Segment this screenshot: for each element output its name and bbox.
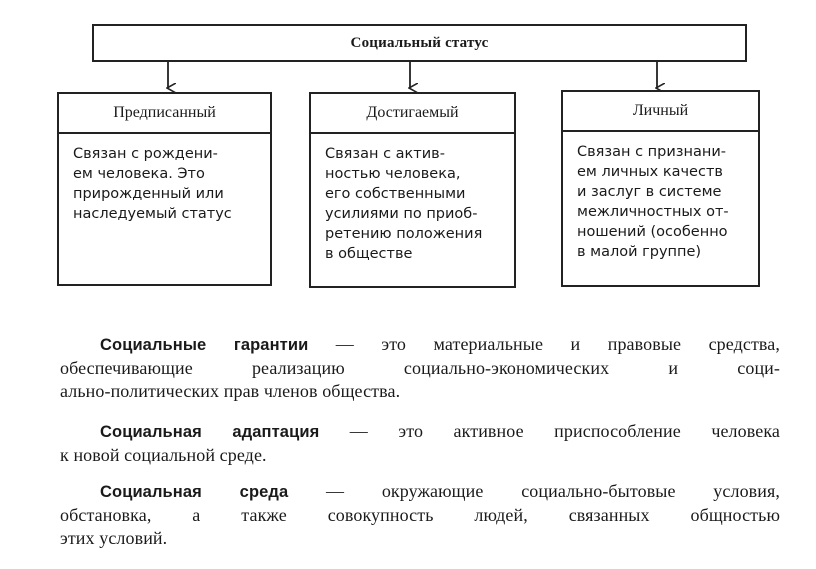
definition-first-line: [60, 333, 780, 357]
definition-line: обстановка, а также совокупность людей, связанных общностью: [60, 505, 780, 525]
definition-social-guarantees: [60, 333, 780, 403]
diagram-root-box: [92, 24, 747, 62]
definition-line: к новой социальной среде.: [60, 445, 267, 465]
definition-social-environment: [60, 480, 780, 550]
definition-line: обеспечивающие реализацию социально-экономических и соци-: [60, 358, 780, 378]
definition-line: этих условий.: [60, 528, 168, 548]
definition-first-line: [60, 420, 780, 444]
description-line: ем личных качеств: [577, 164, 723, 180]
description-line: в обществе: [325, 246, 413, 262]
description-line: Связан с актив-: [325, 146, 445, 162]
diagram-title: Социальный статус: [350, 34, 489, 51]
category-description-prescribed: [59, 134, 270, 224]
definition-text: — это активное приспособление человека: [319, 421, 780, 441]
category-box-personal: [561, 90, 760, 287]
description-line: ретению положения: [325, 226, 483, 242]
definition-text: — окружающие социально-бытовые условия,: [288, 481, 780, 501]
description-line: наследуемый статус: [73, 206, 232, 222]
definition-term: Социальная адаптация: [100, 423, 320, 441]
category-heading-prescribed: Предписанный: [59, 94, 270, 134]
description-line: Связан с признани-: [577, 144, 726, 160]
description-line: ем человека. Это: [73, 166, 205, 182]
definition-line: ально-политических прав членов общества.: [60, 381, 401, 401]
definition-text: — это материальные и правовые средства,: [308, 334, 780, 354]
description-line: ностью человека,: [325, 166, 461, 182]
category-box-prescribed: [57, 92, 272, 286]
category-heading-achieved: Достигаемый: [311, 94, 514, 134]
description-line: межличностных от-: [577, 204, 729, 220]
description-line: усилиями по приоб-: [325, 206, 478, 222]
definition-term: Социальная среда: [100, 483, 289, 501]
description-line: в малой группе): [577, 244, 702, 260]
definition-term: Социальные гарантии: [100, 336, 309, 354]
description-line: Связан с рождени-: [73, 146, 218, 162]
description-line: и заслуг в системе: [577, 184, 722, 200]
category-description-personal: [563, 132, 758, 262]
category-heading-personal: Личный: [563, 92, 758, 132]
description-line: прирожденный или: [73, 186, 224, 202]
category-box-achieved: [309, 92, 516, 288]
definition-first-line: [60, 480, 780, 504]
description-line: ношений (особенно: [577, 224, 728, 240]
description-line: его собственными: [325, 186, 466, 202]
definition-social-adaptation: [60, 420, 780, 467]
category-description-achieved: [311, 134, 514, 264]
